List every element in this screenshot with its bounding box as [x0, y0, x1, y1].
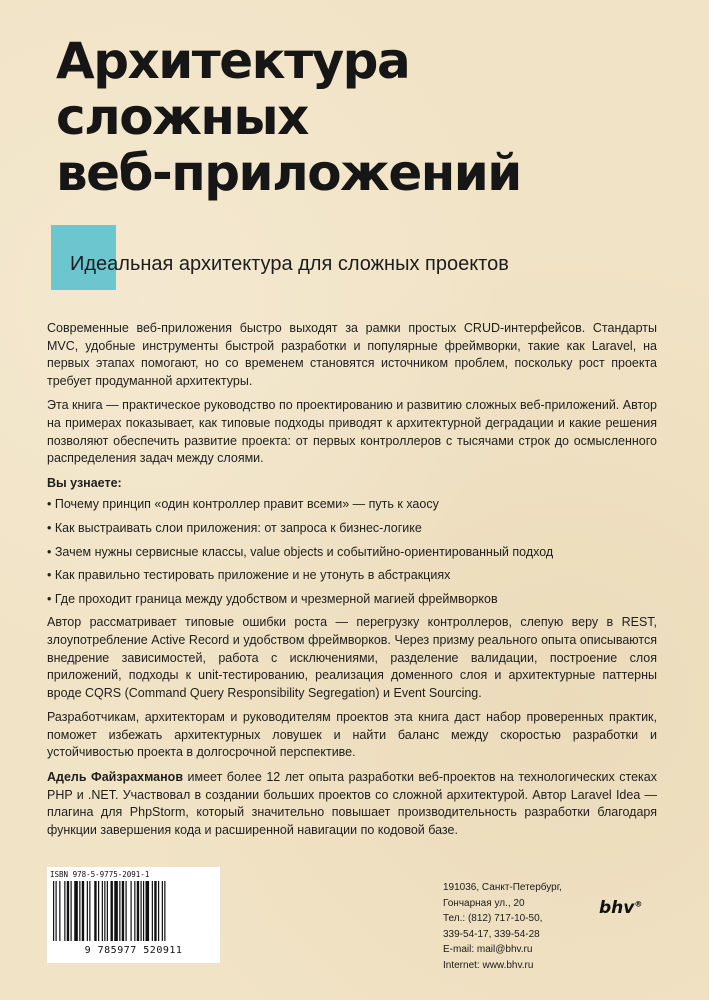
address-line: 191036, Санкт-Петербург,: [443, 882, 562, 893]
address-line: E-mail: mail@bhv.ru: [443, 944, 533, 955]
barcode-bar: [141, 881, 142, 941]
address-line: Гончарная ул., 20: [443, 897, 525, 909]
paragraph-intro: Современные веб-приложения быстро выходят за рамки простых CRUD-интерфейсов. Стандарты MVC, удобные инструменты быстрой разработки и популярные фреймворки, такие как Laravel, на первых этапах помогают, но со временем становятся источником проблем, поскольку рост проекта требует продуманной архитектуры.: [47, 321, 657, 388]
barcode-bar: [89, 881, 90, 941]
barcode-bar: [67, 881, 69, 941]
ean-digits: 9 785977 520911: [84, 945, 183, 956]
description-text: [47, 320, 657, 846]
barcode-bars-icon: [51, 881, 216, 945]
barcode-bar: [104, 881, 105, 941]
author-name: Адель Файзрахманов: [47, 770, 183, 785]
barcode-bar: [164, 881, 165, 941]
barcode-bar: [87, 881, 88, 941]
paragraph-audience: Разработчикам, архитекторам и руководителям проектов эта книга даст набор проверенных практик, поможет избежать архитектурных ловушек и найти баланс между скоростью разработки и устойчивостью проекта в долгосрочной перспективе.: [47, 710, 657, 760]
barcode-bar: [134, 881, 135, 941]
author-text: имеет более 12 лет опыта разработки веб-проектов на технологических стеках PHP и .NET. Участвовал в создании больших проектов со сложной архитектурой. Автор Laravel Idea — плагина для PhpStorm, который значительно повышает производительность разработки благодаря функции завершения кода и расширенной навигации по кодовой базе.: [47, 770, 657, 837]
learn-item: • Зачем нужны сервисные классы, value objects и событийно-ориентированный подход: [47, 544, 554, 559]
barcode-bar: [74, 881, 78, 941]
author-bio: [47, 769, 657, 839]
isbn-label: ISBN 978-5-9775-2091-1: [50, 870, 150, 879]
paragraph-topics: Автор рассматривает типовые ошибки роста — перегрузку контроллеров, слепую веру в REST, злоупотребление Active Record и удобством фреймворков. Через призму реального опыта описываются внедрение зависимостей, работа с исключениями, разделение валидации, построение слоя приложений, подходы к unit-тестированию, реализация доменного слоя и архитектурные паттерны вроде CQRS (Command Query Responsibility Segregation) и Event Sourcing.: [47, 615, 657, 700]
barcode-bar: [122, 881, 124, 941]
barcode-bar: [107, 881, 108, 941]
learn-item: • Как выстраивать слои приложения: от запроса к бизнес-логике: [47, 520, 422, 535]
barcode-bar: [82, 881, 84, 941]
barcode-bar: [64, 881, 65, 941]
logo-registered-mark: ®: [634, 899, 643, 909]
learn-item: • Как правильно тестировать приложение и не утонуть в абстракциях: [47, 568, 451, 583]
barcode-bar: [143, 881, 144, 941]
barcode-bar: [79, 881, 80, 941]
barcode-bar: [126, 881, 127, 941]
barcode-bar: [71, 881, 72, 941]
title-line-2: сложных: [56, 88, 308, 146]
address-line: Тел.: (812) 717-10-50,: [443, 913, 543, 924]
book-subtitle: Идеальная архитектура для сложных проектов: [70, 253, 509, 275]
title-line-3: веб-приложений: [56, 144, 521, 202]
learn-heading: Вы узнаете:: [47, 475, 122, 490]
barcode-bar: [137, 881, 139, 941]
barcode-bar: [53, 881, 54, 941]
barcode-bar: [146, 881, 150, 941]
publisher-logo: [599, 898, 669, 920]
barcode-bar: [119, 881, 120, 941]
address-line: Internet: www.bhv.ru: [443, 959, 534, 971]
barcode-bar: [98, 881, 99, 941]
logo-text: bhv: [599, 898, 635, 918]
barcode-bar: [114, 881, 118, 941]
barcode-bar: [158, 881, 159, 941]
isbn-barcode: [47, 867, 220, 963]
learn-item: • Почему принцип «один контроллер правит всеми» — путь к хаосу: [47, 497, 439, 512]
barcode-bar: [154, 881, 156, 941]
barcode-bar: [162, 881, 163, 941]
barcode-bar: [152, 881, 153, 941]
publisher-address: [443, 880, 562, 973]
barcode-bar: [59, 881, 60, 941]
book-title: [56, 33, 616, 201]
title-line-1: Архитектура: [56, 32, 410, 90]
barcode-bar: [94, 881, 96, 941]
paragraph-book: Эта книга — практическое руководство по проектированию и развитию сложных веб-приложений. Автор на примерах показывает, как типовые подходы приводят к архитектурной деградации и какие решения позволяют обеспечить развитие проекта: от первых контроллеров с тысячами строк до осмысленного распределения задач между слоями.: [47, 398, 657, 466]
learn-item: • Где проходит граница между удобством и чрезмерной магией фреймворков: [47, 591, 498, 606]
barcode-bar: [56, 881, 57, 941]
barcode-bar: [111, 881, 113, 941]
barcode-bar: [102, 881, 103, 941]
address-line: 339-54-17, 339-54-28: [443, 928, 540, 940]
barcode-bar: [131, 881, 132, 941]
